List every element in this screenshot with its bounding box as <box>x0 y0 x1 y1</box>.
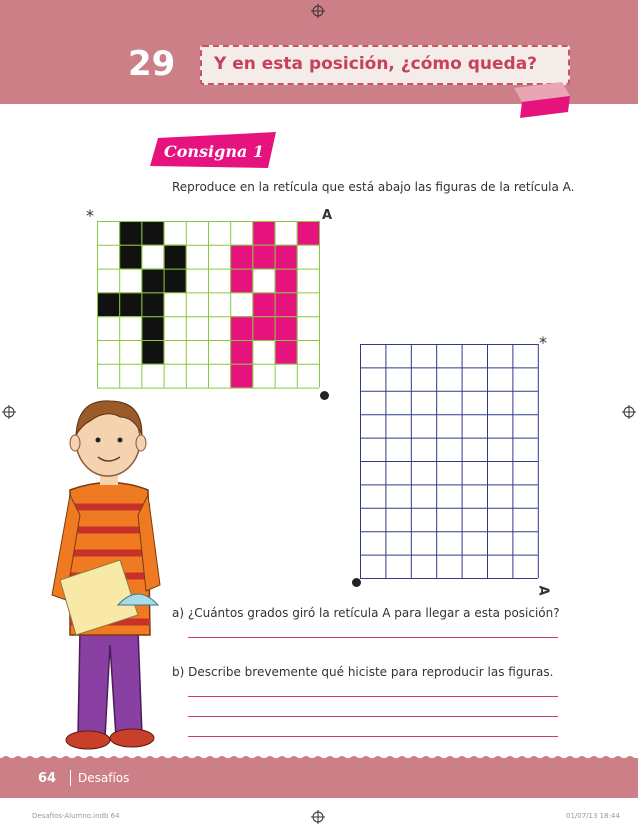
black-cell <box>119 221 141 245</box>
black-cell <box>141 221 163 245</box>
consigna-badge <box>150 132 278 172</box>
pink-cell <box>230 245 252 269</box>
answer-line-a[interactable] <box>188 637 558 638</box>
grid-b[interactable] <box>360 344 540 581</box>
pink-cell <box>230 269 252 293</box>
page-number: 64 <box>38 771 57 786</box>
lesson-number: 29 <box>128 44 176 84</box>
grid-b-label: A <box>535 585 551 596</box>
print-slug-left: Desafios-Alumno.indb 64 <box>32 812 120 820</box>
black-cell <box>119 245 141 269</box>
grid-b-dot <box>352 578 361 587</box>
pink-cell <box>252 245 274 269</box>
pink-cell <box>275 245 297 269</box>
black-cell <box>141 340 163 364</box>
black-cell <box>141 269 163 293</box>
consigna-label: Consigna 1 <box>164 142 265 161</box>
black-cell <box>119 292 141 316</box>
pink-cell <box>275 340 297 364</box>
question-a: a) ¿Cuántos grados giró la retícula A para llegar a esta posición? <box>172 606 560 620</box>
black-cell <box>141 292 163 316</box>
pink-cell <box>230 316 252 340</box>
black-cell <box>164 269 186 293</box>
pink-cell <box>275 316 297 340</box>
registration-mark-icon <box>2 405 16 419</box>
title-box <box>200 45 570 85</box>
question-b: b) Describe brevemente qué hiciste para reproducir las figuras. <box>172 665 554 679</box>
grid-a-corner-mark: * <box>86 206 94 225</box>
pink-cell <box>252 316 274 340</box>
grid-a <box>97 221 321 391</box>
section-name: Desafíos <box>78 771 130 785</box>
answer-line-b2[interactable] <box>188 716 558 717</box>
pink-cell <box>297 221 319 245</box>
grid-b-corner-mark: * <box>539 333 547 352</box>
black-cell <box>97 292 119 316</box>
black-cell <box>164 245 186 269</box>
registration-mark-icon <box>622 405 636 419</box>
answer-line-b1[interactable] <box>188 696 558 697</box>
pink-cell <box>275 269 297 293</box>
pink-cell <box>275 292 297 316</box>
footer-separator <box>70 770 71 786</box>
print-slug-right: 01/07/13 18:44 <box>566 812 620 820</box>
page-title: Y en esta posición, ¿cómo queda? <box>214 54 538 74</box>
grid-a-dot <box>320 391 329 400</box>
pink-cell <box>230 364 252 388</box>
registration-mark-icon <box>311 810 325 824</box>
registration-mark-icon <box>311 4 325 18</box>
answer-line-b3[interactable] <box>188 736 558 737</box>
student-illustration <box>50 395 170 755</box>
instruction-text: Reproduce en la retícula que está abajo las figuras de la retícula A. <box>172 180 575 194</box>
pink-cell <box>252 221 274 245</box>
pink-cell <box>230 340 252 364</box>
black-cell <box>141 316 163 340</box>
pink-cell <box>252 292 274 316</box>
ribbon-decoration <box>514 82 576 122</box>
grid-a-label: A <box>322 208 333 223</box>
